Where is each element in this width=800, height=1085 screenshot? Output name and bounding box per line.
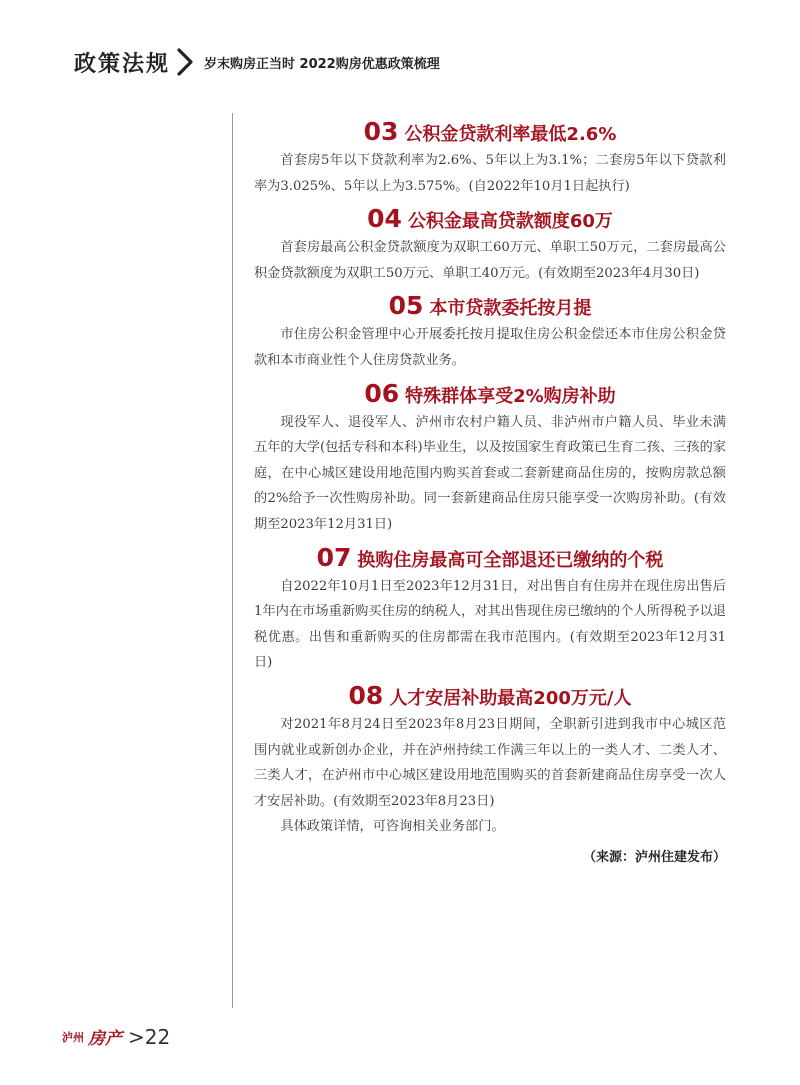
section-heading	[254, 203, 726, 235]
article-subtitle: 岁末购房正当时 2022购房优惠政策梳理	[204, 56, 440, 72]
policy-section-06	[254, 378, 726, 538]
section-heading-text: 换购住房最高可全部退还已缴纳的个税	[357, 549, 664, 571]
section-number: 03	[363, 117, 399, 146]
policy-section-04	[254, 203, 726, 286]
policy-section-07	[254, 542, 726, 676]
section-number: 06	[364, 378, 400, 408]
paragraph: 市住房公积金管理中心开展委托按月提取住房公积金偿还本市住房公积金贷款和本市商业性个人住房贷款业务。	[254, 327, 726, 368]
section-number: 04	[367, 204, 402, 234]
paragraph: 首套房最高公积金贷款额度为双职工60万元、单职工50万元，二套房最高公积金贷款额度为双职工50万元、单职工40万元。(有效期至2023年4月30日)	[254, 240, 726, 281]
paragraph: 首套房5年以下贷款利率为2.6%、5年以上为3.1%；二套房5年以下贷款利率为3.025%、5年以上为3.575%。(自2022年10月1日起执行)	[254, 153, 726, 194]
page-footer	[62, 1024, 170, 1049]
section-number: 07	[316, 542, 352, 572]
policy-section-08	[254, 680, 726, 840]
section-title: 政策法规	[74, 51, 171, 77]
section-heading	[254, 378, 726, 410]
paragraph: 具体政策详情，可咨询相关业务部门。	[280, 819, 505, 835]
section-number: 08	[348, 680, 384, 710]
section-heading-text: 特殊群体享受2%购房补助	[405, 385, 616, 407]
source-credit: （来源：泸州住建发布）	[582, 849, 726, 865]
article-body	[254, 116, 726, 865]
magazine-logo: 房产	[88, 1029, 122, 1049]
chevron-right-icon	[176, 47, 194, 77]
paragraph: 自2022年10月1日至2023年12月31日，对出售自有住房并在现住房出售后1年内在市场重新购买住房的纳税人，对其出售现住房已缴纳的个人所得税予以退税优惠。出售和重新购买的住房都需在我市范围内。(有效期至2023年12月31日)	[254, 578, 726, 671]
section-heading	[254, 290, 726, 322]
policy-section-03	[254, 116, 726, 199]
footer-chevron: >	[128, 1024, 145, 1049]
paragraph: 现役军人、退役军人、泸州市农村户籍人员、非泸州市户籍人员、毕业未满五年的大学(包括专科和本科)毕业生，以及按国家生育政策已生育二孩、三孩的家庭，在中心城区建设用地范围内购买首套或二套新建商品住房的，按购房款总额的2%给予一次性购房补助。同一套新建商品住房只能享受一次购房补助。(有效期至2023年12月31日)	[254, 414, 726, 532]
section-heading-text: 公积金最高贷款额度60万	[407, 211, 613, 233]
section-heading	[254, 542, 726, 574]
section-heading	[254, 116, 726, 148]
section-heading-text: 公积金贷款利率最低2.6%	[404, 124, 617, 145]
paragraph: 对2021年8月24日至2023年8月23日期间，全职新引进到我市中心城区范围内就业或新创办企业，并在泸州持续工作满三年以上的一类人才、二类人才、三类人才，在泸州市中心城区建设用地范围购买的首套新建商品住房享受一次人才安居补助。(有效期至2023年8月23日)	[254, 716, 726, 809]
policy-section-05	[254, 290, 726, 373]
page-number: 22	[144, 1024, 171, 1049]
vertical-divider	[232, 113, 233, 1008]
section-heading	[254, 680, 726, 712]
footer-city: 泸州	[62, 1030, 84, 1044]
section-heading-text: 人才安居补助最高200万元/人	[389, 687, 632, 709]
section-number: 05	[388, 291, 424, 321]
section-heading-text: 本市贷款委托按月提	[429, 298, 592, 320]
page-header	[74, 44, 440, 80]
